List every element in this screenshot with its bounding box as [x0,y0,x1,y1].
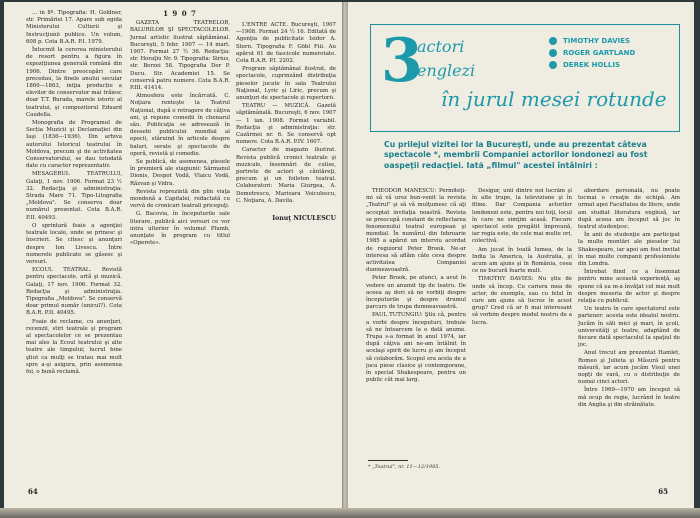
title-line-1: actori [417,37,465,56]
title-line-3: în jurul mesei rotunde [441,87,667,111]
paragraph: O sprintară foaie a agenţiei teatrale locale, unde se prinesc şi înscrieri. Se citesc şi anunţuri despre Ion Livescu. Între numerele publicate se găsesc şi versuri. [26,222,122,265]
paragraph: TIMOTHY DAVIES: Nu ştiu de unde să încep. Cu cariera mea de actor, de exemplu, sau cu felul în care am ajuns să lucrez în acest grup? Cred că ar fi mai interesant să vorbim despre modul nostru de a lucra. [472,276,572,326]
paragraph: Desigur, unii dintre noi lucrăm şi în alte trupe, la televiziune şi în filme. Dar Compania actorilor londonezi este, pentru noi toţi, locul în care ne simţim acasă. Fiecare spectacol este pregătit împreună, iar regia este, de cele mai multe ori, colectivă. [472,188,572,245]
title-number: 3 [381,26,423,96]
page-number: 65 [658,487,668,496]
page-number: 64 [28,487,38,496]
left-page [4,2,343,508]
paragraph: În anii de studenţie am participat la multe montări ale pieselor lui Shakespeare, iar apoi am fost invitat în mai multe companii profesioniste din Londra. [578,232,680,268]
paragraph: G. Bacovia, în începuturile sale literare, publică aici versuri ce vor intra ulterior în volumul Plumb, anunţate în program cu titlul «Operete». [130,211,230,247]
paragraph: Am jucat în toată lumea, de la India la America, la Australia, şi acum am ajuns şi în România, ceea ce ne bucură foarte mult. [472,246,572,275]
left-column-3 [236,22,336,223]
footnote-rule [368,460,408,461]
left-column-2 [130,10,230,249]
article-title-box [370,24,680,132]
paragraph: THEODOR MĂNESCU: Permiteţi-mi să vă urez bun-venit la revista „Teatrul" şi să vă mulţumesc că aţi acceptat invitaţia noastră. Revista se preocupă constant de reflectarea fenomenului teatral european şi mondial. În numărul din februarie 1985 a apărut un interviu acordat de regizorul Peter Brook. Ne-ar interesa să aflăm câte ceva despre activitatea Companiei dumneavoastră. [366,188,466,274]
right-page [348,2,694,508]
paragraph: Întocmit la cererea ministerului de resort pentru a figura în expoziţiunea generală română din 1906. Dintre preocupări care precedau, la finele anului secular 1860—1863, iniţia producție a elevilor de conservator mai trăiesc doar T.T. Burada, marele istoric al teatrului, şi compozitorul Eduard Caudella. [26,47,122,118]
bullet-icon [549,49,557,57]
right-column-1 [366,188,466,385]
paragraph: Revista reprezintă din plin viaţa mondenă a Capitalei, redactată cu vervă de cronicari teatrali pricepuţi. [130,188,230,210]
title-line-2: englezi [417,61,476,80]
paragraph: Se publică, de asemenea, piesele în premieră ale stagiunii: Sărmanul Dionis, Despot Vodă, Vlaicu Vodă, Răzvan şi Vidra. [130,159,230,187]
paragraph: Peter Brook, pe atunci, a avut în vedere un anumit tip de teatru. De aceea aş dori să ne vorbiţi despre începuturile şi despre drumul parcurs de trupa dumneavoastră. [366,275,466,311]
author-signature: Ionuţ NICULESCU [272,215,336,223]
paragraph: Întrebat fiind ce a însemnat pentru mine această experienţă, aş spune că ea m-a învăţat cel mai mult despre meseria de actor şi despre relaţia cu publicul. [578,269,680,305]
book-spread [4,2,694,510]
paragraph: Monografia de Programul de Secția Muzicii şi Declamaţiei din Iaşi (1836—1936). Din arhiva autorului Istoricul teatrului în Moldova, precum şi de activitatea Conservatorului, se dau totodată date cu caracter reprezentativ. [26,120,122,170]
year-heading: 1 9 0 7 [163,10,197,18]
actor-names [549,35,635,71]
paragraph: ECOUL TEATRAL. Revistă pentru spectacole, artă şi muzică. Galaţi, 17 nov. 1906. Format 32. Redacţia şi administraţia. Tipografia „Moldova". Se conservă doar primul număr (unicul?). Cota B.A.R. P.II. 40495. [26,267,122,317]
bullet-icon [549,61,557,69]
paragraph: Program săptămânal ilustrat, de spectacole, cuprinzând distribuţia pieselor jucate în sala Teatrului Naţional, Lyric şi Liric, precum şi anunţuri de spectacole şi repertorii. [236,66,336,102]
paragraph: MESAGERUL TEATRULUI, Galaţi, 1 nov. 1906. Format 23 ½ 32. Redacţia şi administraţia: Strada Mare 71. Tipo-Litografia „Moldova". Se conserva doar numărul prezentat. Cota B.A.R. P.II. 40493. [26,171,122,221]
actor-name-text: DEREK HOLLIS [563,61,621,69]
paragraph: abordare personală, nu poate tocmai o creaţie de echipă. Am urmat apoi Facultatea de litere, unde am studiat literatura engleză, iar după aceea am început să joc în teatrul studenţesc. [578,188,680,231]
paragraph: Între 1969—1970 am început să mă ocup de regie, lucrând în teatre din Anglia şi din străinătate. [578,387,680,408]
right-column-2 [472,188,572,328]
book-edge [0,508,700,518]
actor-name [549,59,635,71]
left-column-1 [26,10,122,377]
footnote: * „Teatrul", nr. 11—12/1985. [368,464,441,470]
paragraph: Foaie de reclame, cu anunţuri, recenzii, stiri teatrale şi program al spectacolelor ce se prezentau mai ales la Ecoul teatrului şi alte teatre ale timpului; lucrul bine ştiut ca mulţi se tratau mai mult spre a-şi asigura, prin asemenea foi, o bună reclamă. [26,318,122,375]
article-intro: Cu prilejul vizitei lor la Bucureşti, unde au prezentat câteva spectacole *, membrii Companiei actorilor londonezi au fost oaspeţii redacţiei. Iată „filmul" acestei întâlniri : [384,140,648,170]
paragraph: Caracter de magazin ilustrat. Revista publică cronici teatrale şi muzicale, însemnări de culise, portrete de actori şi cântăreţi, precum şi un foileton teatral. Colaboratori: Maria Giurgea, A. Demetrescu, Marioara Voiculescu, C. Noţiara, A. Davila. [236,147,336,204]
paragraph: ... în 8º. Tipografia: H. Goldner, str. Primăriei 17. Apare sub egida Ministerului Culturii şi Instrucţiunii publice. Un volum, 608 p. Cota B.A.R. P.I. 1979. [26,10,122,45]
actor-name-text: ROGER GARTLAND [563,49,636,57]
paragraph: PAUL TUTUNGIU: Ştiu că, pentru a vorbi despre începuturi, trebuie să ne întoarcem la o dată anume. Trupa s-a format în anul 1974, iar după câţiva ani ne-am întâlnit în acelaşi spirit de lucru şi am început să colaborăm. Scopul era acela de a juca piese clasice şi contemporane, în special Shakespeare, pentru un public cât mai larg. [366,312,466,384]
bullet-icon [549,37,557,45]
actor-name [549,47,635,59]
paragraph: Un teatru în care spectatorul este partener: acesta este idealul nostru. Jucăm în săli mici şi mari, în şcoli, universităţi şi teatre, adaptând de fiecare dată spectacolul la spaţiul de joc. [578,306,680,349]
paragraph: Anul trecut am prezentat Hamlet, Romeo şi Julieta şi Măsură pentru măsură, iar acum jucăm Visul unei nopţi de vară, cu o distribuţie de numai cinci actori. [578,350,680,386]
paragraph: GAZETA TEATRELOR, BALURILOR ŞI SPECTACOLELOR. Jurnal artistic ilustrat săptămânal. Bucureşti, 5 febr. 1907 — 14 mart. 1907. Format 27 ½ 36. Redacţia: str. Horaţiu Nr. 9. Tipografia: Sirius, str. Berzei 58. Tipografia Dor P. Ducu. Str. Academiei 15. Se conservă patru numere. Cota B.A.R. P.III. 41414. [130,20,230,92]
paragraph: TEATRU — MUZICĂ. Gazetă săptămânală. Bucureşti, 6 nov. 1907 — 1 ian. 1908. Format variabil. Redacţia şi administraţia: str. Cazărmei nr. 6. Se conservă opt numere. Cota B.A.R. P.IV. 1607. [236,103,336,146]
right-column-3 [578,188,680,410]
actor-name-text: TIMOTHY DAVIES [563,37,631,45]
paragraph: Atmosfera este încărcată. C. Noţiara renteşte la Teatrul Naţional, după o retragere de câţiva ani, şi repune comedii în chenarul său. Publicaţia se adresează în deosebi publicului mondial al epocii, stăruind în articole despre baluri, serate şi spectacole de operă, revistă şi comedie. [130,93,230,157]
actor-name [549,35,635,47]
paragraph: L'ENTRE ACTE. Bucureşti, 1907—1908. Format 24 ½ 16. Editată de Agenţia de publicitate Isidor A. Stern. Tipografia F. Göbl Fiii. Au apărut 61 de fascicole numerotate. Cota B.A.R. P.I. 2202. [236,22,336,65]
